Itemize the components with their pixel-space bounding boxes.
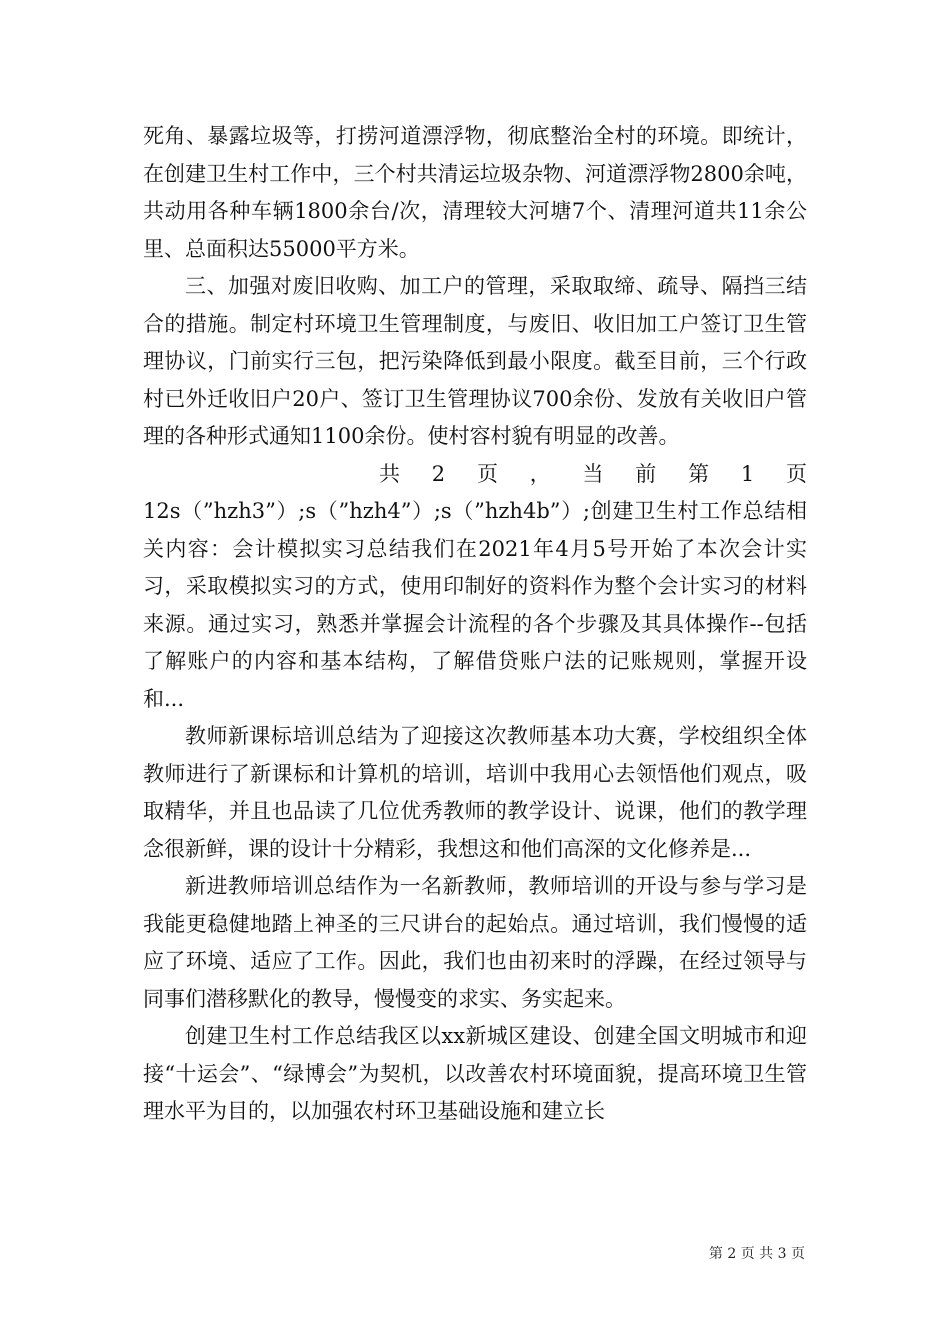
pager-total: 2	[431, 461, 446, 486]
pager-qian: 前	[635, 461, 657, 486]
inline-page-indicator	[379, 456, 807, 494]
paragraph-recycling-management: 三、加强对废旧收购、加工户的管理，采取取缔、疏导、隔挡三结合的措施。制定村环境卫生管理制度，与废旧、收旧加工户签订卫生管理协议，门前实行三包，把污染降低到最小限度。截至目前，三个行政村已外迁收旧户20户、签订卫生管理协议700余份、发放有关收旧户管理的各种形式通知1100余份。使村容村貌有明显的改善。	[143, 274, 807, 448]
pager-current: 1	[740, 461, 755, 486]
pager-ye-end: 页	[786, 461, 807, 486]
paragraph-environment-cleanup: 死角、暴露垃圾等，打捞河道漂浮物，彻底整治全村的环境。即统计，在创建卫生村工作中，三个村共清运垃圾杂物、河道漂浮物2800余吨，共动用各种车辆1800余台/次，清理较大河塘7个、清理河道共11余公里、总面积达55000平方米。	[143, 124, 807, 261]
document-body	[143, 118, 807, 1131]
pager-gong: 共	[379, 461, 400, 486]
paragraph-accounting-practice: 12s（”hzh3”）;s（”hzh4”）;s（”hzh4b”）;创建卫生村工作总结相关内容：会计模拟实习总结我们在2021年4月5号开始了本次会计实习，采取模拟实习的方式，使用印制好的资料作为整个会计实习的材料来源。通过实习，熟悉并掌握会计流程的各个步骤及其具体操作--包括了解账户的内容和基本结构，了解借贷账户法的记账规则，掌握开设和...	[143, 499, 807, 711]
page-footer: 第 2 页 共 3 页	[708, 1246, 805, 1262]
pager-ye: 页	[476, 461, 498, 486]
paragraph-new-teacher: 新进教师培训总结作为一名新教师，教师培训的开设与参与学习是我能更稳健地踏上神圣的三尺讲台的起始点。通过培训，我们慢慢的适应了环境、适应了工作。因此，我们也由初来时的浮躁，在经过领导与同事们潜移默化的教导，慢慢变的求实、务实起来。	[143, 874, 807, 1011]
paragraph-sanitary-village: 创建卫生村工作总结我区以xx新城区建设、创建全国文明城市和迎接“十运会”、“绿博会”为契机，以改善农村环境面貌，提高环境卫生管理水平为目的，以加强农村环卫基础设施和建立长	[143, 1024, 807, 1123]
pager-comma: ，	[529, 461, 551, 486]
paragraph-teacher-training: 教师新课标培训总结为了迎接这次教师基本功大赛，学校组织全体教师进行了新课标和计算机的培训，培训中我用心去领悟他们观点，吸取精华，并且也品读了几位优秀教师的教学设计、说课，他们的教学理念很新鲜，课的设计十分精彩，我想这和他们高深的文化修养是...	[143, 724, 807, 861]
pager-dang: 当	[582, 461, 604, 486]
pager-di: 第	[688, 461, 710, 486]
